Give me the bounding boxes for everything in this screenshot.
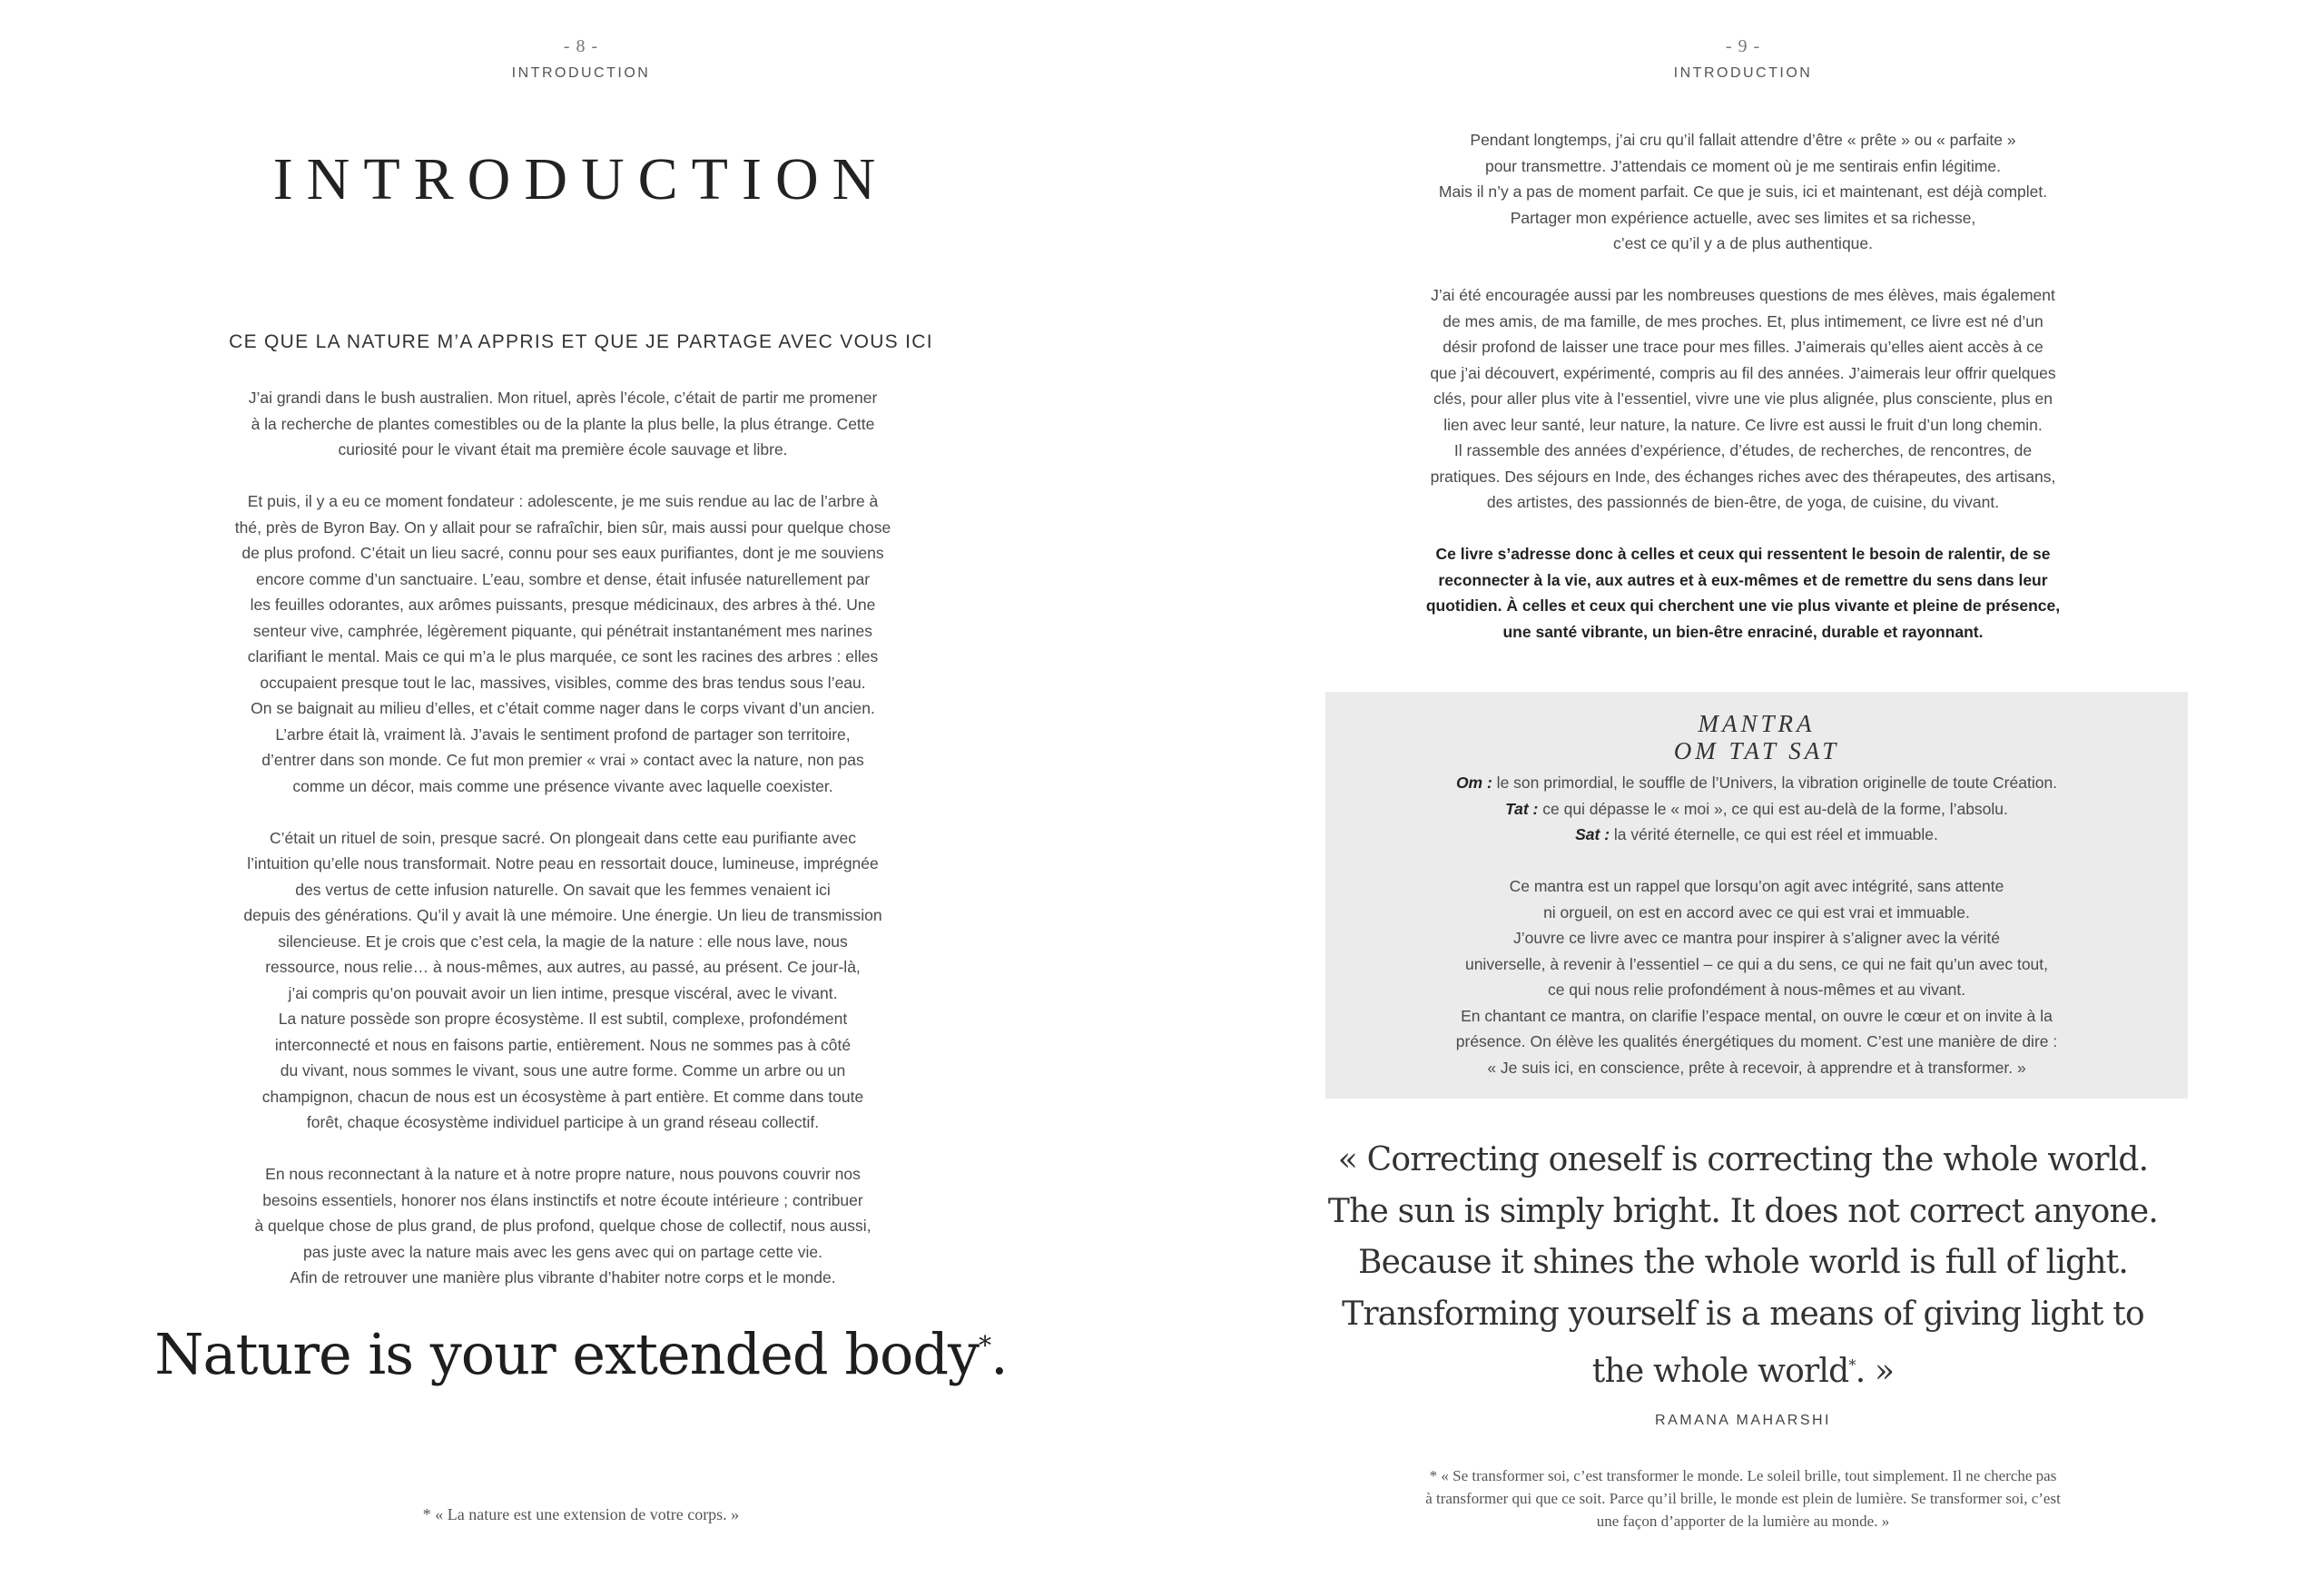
running-head: INTRODUCTION <box>511 65 651 81</box>
mantra-definition <box>1325 822 2188 848</box>
footnote-mark: * <box>1848 1356 1856 1374</box>
paragraph: J’ai été encouragée aussi par les nombreuses questions de mes élèves, mais également de mes amis, de ma famille, de mes proches. Et, plus intimement, ce livre est né d’un désir profond de laisser une trace pour mes filles. J’aimerais qu’elles aient accès à ce que j’ai découvert, expérimenté, compris au fil des années. J’aimerais leur offrir quelques clés, pour aller plus vite à l’essentiel, vivre une vie plus alignée, plus consciente, plus en lien avec leur santé, leur nature, la nature. Ce livre est aussi le fruit d’un long chemin. Il rassemble des années d’expérience, d’études, de recherches, de rencontres, de pratiques. Des séjours en Inde, des échanges riches avec des thérapeutes, des artisans, des artistes, des passionnés de bien-être, de yoga, de cuisine, du vivant. <box>1430 286 2056 511</box>
paragraph: J’ai grandi dans le bush australien. Mon rituel, après l’école, c’était de partir me promener à la recherche de plantes comestibles ou de la plante la plus belle, la plus étrange. Cette curiosité pour le vivant était ma première école sauvage et libre. <box>248 389 878 458</box>
chapter-title: INTRODUCTION <box>272 146 890 212</box>
mantra-term: Om : <box>1455 774 1492 792</box>
running-head: INTRODUCTION <box>1673 65 1813 81</box>
right-page <box>1162 0 2324 1577</box>
mantra-paragraph: Ce mantra est un rappel que lorsqu’on agit avec intégrité, sans attente ni orgueil, on est en accord avec ce qui est vrai et immuable. J’ouvre ce livre avec ce mantra pour inspirer à s’aligner avec la vérité universelle, à revenir à l’essentiel – ce qui a du sens, ce qui ne fait qu’un avec tout, ce qui nous relie profondément à nous-mêmes et au vivant. En chantant ce mantra, on clarifie l’espace mental, on ouvre le cœur et on invite à la présence. On élève les qualités énergétiques du moment. C’est une manière de dire : « Je suis ici, en conscience, prête à recevoir, à apprendre et à transformer. » <box>1455 877 2058 1077</box>
footnote-mark: * <box>979 1330 991 1361</box>
quote-author: RAMANA MAHARSHI <box>1655 1413 1831 1428</box>
right-body-text <box>1307 127 2179 671</box>
mantra-definition <box>1325 770 2188 796</box>
mantra-meaning: le son primordial, le souffle de l’Univers, la vibration originelle de toute Création. <box>1492 774 2058 792</box>
epigraph-text: « Correcting oneself is correcting the whole world. The sun is simply bright. It does not correct anyone. Because it shines the whole world is full of light. Transforming yourself is a means of giving light to the whole world <box>1327 1141 2159 1390</box>
mantra-definition <box>1325 796 2188 823</box>
paragraph: Pendant longtemps, j’ai cru qu’il fallait attendre d’être « prête » ou « parfaite » pour transmettre. J’attendais ce moment où je me sentirais enfin légitime. Mais il n’y a pas de moment parfait. Ce que je suis, ici et maintenant, est déjà complet. Partager mon expérience actuelle, avec ses limites et sa richesse, c’est ce qu’il y a de plus authentique. <box>1438 131 2048 252</box>
epigraph-quote <box>1307 1135 2179 1398</box>
mantra-term: Tat : <box>1505 799 1539 818</box>
mantra-text <box>1325 770 2188 1080</box>
mantra-meaning: la vérité éternelle, ce qui est réel et immuable. <box>1610 825 1938 843</box>
pull-quote-end: . <box>990 1321 1008 1387</box>
mantra-term: Sat : <box>1575 825 1610 843</box>
mantra-meaning: ce qui dépasse le « moi », ce qui est au-delà de la forme, l’absolu. <box>1538 799 2008 818</box>
bold-paragraph: Ce livre s’adresse donc à celles et ceux qui ressentent le besoin de ralentir, de se reconnecter à la vie, aux autres et à eux-mêmes et de remettre du sens dans leur quotidien. À celles et ceux qui cherchent une vie plus vivante et pleine de présence, une santé vibrante, un bien-être enraciné, durable et rayonnant. <box>1425 545 2061 641</box>
pull-quote <box>0 1321 1162 1387</box>
section-subtitle: CE QUE LA NATURE M’A APPRIS ET QUE JE PARTAGE AVEC VOUS ICI <box>229 331 933 352</box>
page-number: - 8 - <box>563 36 599 56</box>
footnote: * « La nature est une extension de votre corps. » <box>422 1505 740 1523</box>
left-body-text <box>127 385 999 1316</box>
page-number: - 9 - <box>1725 36 1761 56</box>
paragraph: En nous reconnectant à la nature et à notre propre nature, nous pouvons couvrir nos besoins essentiels, honorer nos élans instinctifs et notre écoute intérieure ; contribuer à quelque chose de plus grand, de plus profond, quelque chose de collectif, nous aussi, pas juste avec la nature mais avec les gens avec qui on partage cette vie. Afin de retrouver une manière plus vibrante d’habiter notre corps et le monde. <box>254 1165 872 1286</box>
footnote: * « Se transformer soi, c’est transformer le monde. Le soleil brille, tout simplement. Il ne cherche pas à transformer qui que ce soit. Parce qu’il brille, le monde est plein de lumière. Se transformer soi, c’est une façon d’apporter de la lumière au monde. » <box>1425 1467 2061 1530</box>
paragraph: C’était un rituel de soin, presque sacré. On plongeait dans cette eau purifiante avec l’intuition qu’elle nous transformait. Notre peau en ressortait douce, lumineuse, imprégnée des vertus de cette infusion naturelle. On savait que les femmes venaient ici depuis des générations. Qu’il y avait là une mémoire. Une énergie. Un lieu de transmission silencieuse. Et je crois que c’est cela, la magie de la nature : elle nous lave, nous ressource, nous relie… à nous-mêmes, aux autres, au passé, au présent. Ce jour-là, j’ai compris qu’on pouvait avoir un lien intime, presque viscéral, avec le vivant. La nature possède son propre écosystème. Il est subtil, complexe, profondément interconnecté et nous en faisons partie, entièrement. Nous ne sommes pas à côté du vivant, nous sommes le vivant, sous une autre forme. Comme un arbre ou un champignon, chacun de nous est un écosystème à part entière. Et comme dans toute forêt, chaque écosystème individuel participe à un grand réseau collectif. <box>243 828 882 1131</box>
epigraph-end: . » <box>1855 1353 1895 1390</box>
pull-quote-text: Nature is your extended body <box>154 1321 980 1387</box>
mantra-title: MANTRA OM TAT SAT <box>1673 710 1840 764</box>
mantra-box <box>1325 692 2188 1099</box>
paragraph: Et puis, il y a eu ce moment fondateur : adolescente, je me suis rendue au lac de l’arbre à thé, près de Byron Bay. On y allait pour se rafraîchir, bien sûr, mais aussi pour quelque chose de plus profond. C’était un lieu sacré, connu pour ses eaux purifiantes, dont je me souviens encore comme d’un sanctuaire. L’eau, sombre et dense, était infusée naturellement par les feuilles odorantes, aux arômes puissants, presque médicinaux, des arbres à thé. Une senteur vive, camphrée, légèrement piquante, qui pénétrait instantanément mes narines clarifiant le mental. Mais ce qui m’a le plus marquée, ce sont les racines des arbres : elles occupaient presque tout le lac, massives, visibles, comme des bras tendus sous l’eau. On se baignait au milieu d’elles, et c’était comme nager dans le corps vivant d’un ancien. L’arbre était là, vraiment là. J’avais le sentiment profond de partager son territoire, d’entrer dans son monde. Ce fut mon premier « vrai » contact avec la nature, non pas comme un décor, mais comme une présence vivante avec laquelle coexister. <box>234 492 891 795</box>
